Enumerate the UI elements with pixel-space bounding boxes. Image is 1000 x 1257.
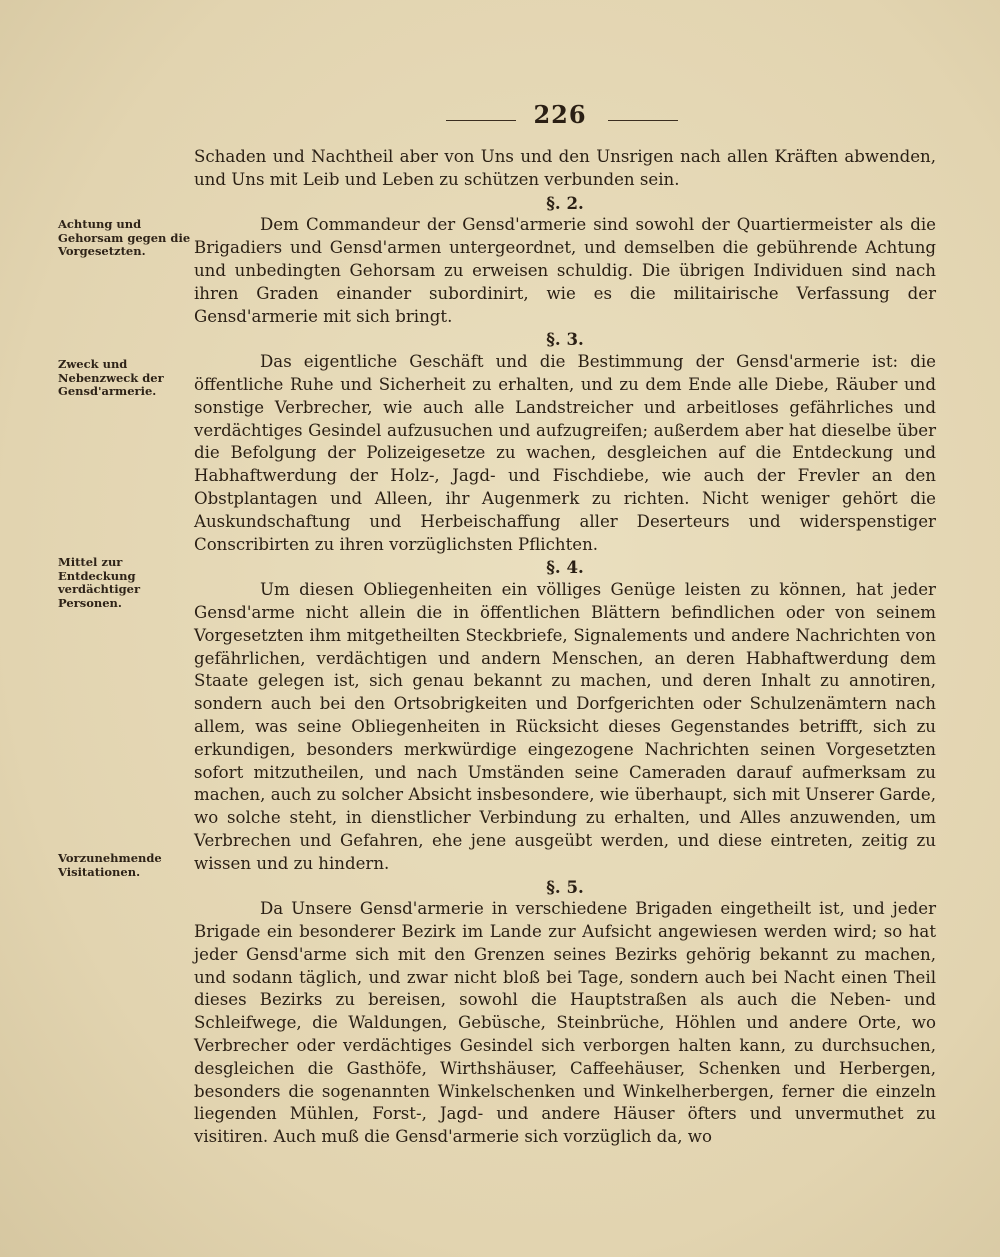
header-rule-right bbox=[608, 120, 678, 121]
page-number: 226 bbox=[533, 100, 587, 129]
section-heading-5: §. 5. bbox=[546, 876, 584, 897]
section-heading-3: §. 3. bbox=[546, 329, 584, 350]
paragraph-section-2: Dem Commandeur der Gensd'armerie sind sowohl der Quartiermeister als die Brigadiers und Gensd'armen untergeordnet, und demselben die gebührende Achtung und unbedingten Gehorsam zu erweisen schuldig. Die übrigen Individuen sind nach ihren Graden einander subordinirt, wie es die militairische Verfassung der Gensd'armerie mit sich bringt. bbox=[194, 215, 936, 326]
paragraph-section-4: Um diesen Obliegenheiten ein völliges Genüge leisten zu können, hat jeder Gensd'arme nicht allein die in öffentlichen Blättern befindlichen oder von seinem Vorgesetzten ihm mitgetheilten Steckbriefe, Signalements und andere Nachrichten von gefährlichen, verdächtigen und andern Menschen, an deren Habhaftwerdung dem Staate gelegen ist, sich genau bekannt zu machen, und deren Inhalt zu annotiren, sondern auch bei den Ortsobrigkeiten und Dorfgerichten oder Schulzenämtern nach allem, was seine Obliegenheiten in Rücksicht dieses Gegenstandes betrifft, sich zu erkundigen, besonders merkwürdige eingezogene Nachrichten seinen Vorgesetzten sofort mitzutheilen, und nach Umständen seine Cameraden darauf aufmerksam zu machen, auch zu solcher Absicht insbesondere, wie überhaupt, sich mit Unserer Garde, wo solche steht, in dienstlicher Verbindung zu erhalten, und Alles anzuwenden, um Verbrechen und Gefahren, ehe jene ausgeübt werden, und diese eintreten, zeitig zu wissen und zu hindern. bbox=[194, 580, 936, 873]
sidenote-mittel: Mittel zur Entdeckung verdächtiger Personen. bbox=[58, 555, 141, 610]
paragraph-section-5: Da Unsere Gensd'armerie in verschiedene Brigaden eingetheilt ist, und jeder Brigade ein besonderer Bezirk im Lande zur Aufsicht angewiesen werden wird; so hat jeder Gensd'arme sich mit den Grenzen seines Bezirks gehörig bekannt zu machen, und sodann täglich, und zwar nicht bloß bei Tage, sondern auch bei Nacht einen Theil dieses Bezirks zu bereisen, sowohl die Hauptstraßen als auch die Neben- und Schleifwege, die Waldungen, Gebüsche, Steinbrüche, Höhlen und andere Orte, wo Verbrecher oder verdächtiges Gesindel sich verborgen halten kann, zu durchsuchen, desgleichen die Gasthöfe, Wirthshäuser, Caffeehäuser, Schenken und Herbergen, besonders die sogenannten Winkelschenken und Winkelherbergen, ferner die einzeln liegenden Mühlen, Forst-, Jagd- und andere Häuser öfters und unvermuthet zu visitiren. Auch muß die Gensd'armerie sich vorzüglich da, wo bbox=[194, 899, 936, 1147]
section-heading-2: §. 2. bbox=[546, 192, 584, 213]
sidenote-zweck: Zweck und Nebenzweck der Gensd'armerie. bbox=[58, 357, 164, 398]
sidenote-visitationen: Vorzunehmende Visitationen. bbox=[58, 851, 162, 879]
paragraph-section-3: Das eigentliche Geschäft und die Bestimmung der Gensd'armerie ist: die öffentliche Ruhe und Sicherheit zu erhalten, und zu dem Ende alle Diebe, Räuber und sonstige Verbrecher, wie auch alle Landstreicher und arbeitloses gefährliches und verdächtiges Gesindel aufzusuchen und aufzugreifen; außerdem aber hat dieselbe über die Befolgung der Polizeigesetze zu wachen, desgleichen auf die Entdeckung und Habhaftwerdung der Holz-, Jagd- und Fischdiebe, wie auch der Frevler an den Obstplantagen und Alleen, ihr Augenmerk zu richten. Nicht weniger gehört die Auskundschaftung und Herbeischaffung aller Deserteurs und widerspenstiger Conscribirten zu ihren vorzüglichsten Pflichten. bbox=[194, 352, 936, 554]
main-text bbox=[194, 146, 936, 1149]
sidenote-achtung: Achtung und Gehorsam gegen die Vorgesetzten. bbox=[58, 217, 191, 258]
section-heading-4: §. 4. bbox=[546, 557, 584, 578]
paragraph-continuation: Schaden und Nachtheil aber von Uns und den Unsrigen nach allen Kräften abwenden, und Uns mit Leib und Leben zu schützen verbunden sein. bbox=[194, 147, 936, 189]
